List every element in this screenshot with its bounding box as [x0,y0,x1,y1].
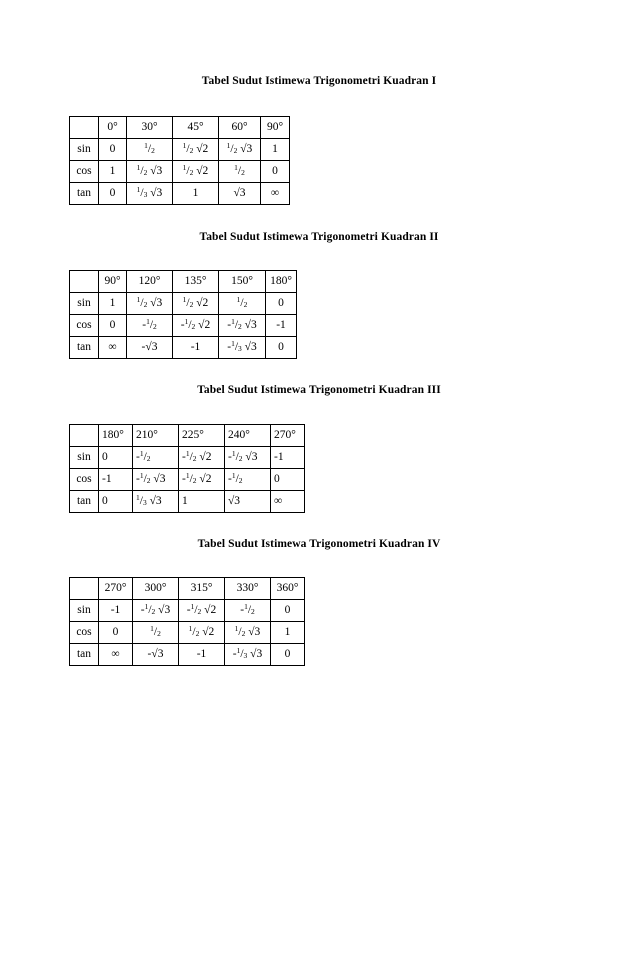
table-header-row [70,271,297,293]
row-label: tan [70,644,99,666]
trig-table-kuadran-4 [69,577,305,666]
row-label: sin [70,447,99,469]
value-cell: $^1/_2$ [133,622,179,644]
table-row-sin [70,139,290,161]
value-cell: $^1/_2$ √2 [173,293,219,315]
value-cell: $^1/_2$ [127,139,173,161]
table-row-tan [70,183,290,205]
value-cell: √3 [219,183,261,205]
angle-header: 0° [99,117,127,139]
trig-table-kuadran-1 [69,116,290,205]
angle-header: 150° [219,271,266,293]
table-row-tan [70,491,305,513]
value-cell: -1 [271,447,305,469]
table-header-row [70,117,290,139]
table-header-row [70,425,305,447]
value-cell: $^1/_3$ √3 [133,491,179,513]
table-title-kuadran-1: Tabel Sudut Istimewa Trigonometri Kuadran I [201,75,437,87]
value-cell: 0 [99,183,127,205]
value-cell: $^1/_2$ √2 [173,161,219,183]
row-label: cos [70,469,99,491]
value-cell: $-^1/_2$ [133,447,179,469]
angle-header: 180° [266,271,297,293]
table-row-cos [70,469,305,491]
value-cell: $^1/_2$ √2 [173,139,219,161]
table-title-kuadran-2: Tabel Sudut Istimewa Trigonometri Kuadran II [199,231,439,243]
value-cell: $-^1/_2$ √3 [133,469,179,491]
value-cell: $-^1/_2$ √2 [173,315,219,337]
value-cell: -1 [99,469,133,491]
value-cell: -1 [99,600,133,622]
angle-header: 240° [225,425,271,447]
value-cell: 0 [99,447,133,469]
table-title-kuadran-3: Tabel Sudut Istimewa Trigonometri Kuadran III [197,384,441,396]
value-cell: ∞ [261,183,290,205]
value-cell: $-^1/_2$ [225,469,271,491]
value-cell: 0 [99,139,127,161]
value-cell: 1 [261,139,290,161]
table-row-sin [70,447,305,469]
value-cell: √3 [225,491,271,513]
row-label: cos [70,161,99,183]
row-label: cos [70,315,99,337]
value-cell: $-^1/_2$ √2 [179,447,225,469]
table-row-tan [70,644,305,666]
value-cell: $^1/_2$ √3 [225,622,271,644]
value-cell: $-^1/_3$ √3 [219,337,266,359]
value-cell: $^1/_2$ √3 [127,293,173,315]
angle-header: 45° [173,117,219,139]
angle-header: 90° [261,117,290,139]
trig-table-kuadran-3 [69,424,305,513]
value-cell: ∞ [99,337,127,359]
value-cell: 1 [173,183,219,205]
value-cell: 1 [179,491,225,513]
table-row-cos [70,161,290,183]
row-label: sin [70,293,99,315]
value-cell: $-^1/_2$ √2 [179,469,225,491]
value-cell: 0 [99,622,133,644]
value-cell: $^1/_2$ √3 [219,139,261,161]
value-cell: -1 [179,644,225,666]
angle-header: 315° [179,578,225,600]
value-cell: $-^1/_3$ √3 [225,644,271,666]
value-cell: -√3 [127,337,173,359]
table-row-tan [70,337,297,359]
value-cell: $^1/_2$ √2 [179,622,225,644]
value-cell: $^1/_3$ √3 [127,183,173,205]
table-header-row [70,578,305,600]
value-cell: $-^1/_2$ √3 [225,447,271,469]
value-cell: $-^1/_2$ √2 [179,600,225,622]
angle-header: 270° [271,425,305,447]
angle-header: 360° [271,578,305,600]
value-cell: $-^1/_2$ [225,600,271,622]
table-title-kuadran-4: Tabel Sudut Istimewa Trigonometri Kuadran IV [197,538,441,550]
trig-table-kuadran-2 [69,270,297,359]
value-cell: 0 [271,644,305,666]
corner-cell [70,578,99,600]
value-cell: 1 [99,293,127,315]
value-cell: 0 [99,315,127,337]
row-label: tan [70,491,99,513]
value-cell: $^1/_2$ [219,161,261,183]
angle-header: 120° [127,271,173,293]
value-cell: $-^1/_2$ √3 [133,600,179,622]
row-label: sin [70,600,99,622]
value-cell: 0 [271,469,305,491]
angle-header: 90° [99,271,127,293]
angle-header: 180° [99,425,133,447]
value-cell: -1 [266,315,297,337]
corner-cell [70,271,99,293]
angle-header: 270° [99,578,133,600]
angle-header: 210° [133,425,179,447]
corner-cell [70,117,99,139]
value-cell: 0 [266,293,297,315]
value-cell: 0 [271,600,305,622]
value-cell: 0 [99,491,133,513]
value-cell: $-^1/_2$ [127,315,173,337]
value-cell: $-^1/_2$ √3 [219,315,266,337]
value-cell: $^1/_2$ √3 [127,161,173,183]
angle-header: 60° [219,117,261,139]
value-cell: 0 [266,337,297,359]
table-row-cos [70,315,297,337]
value-cell: -√3 [133,644,179,666]
angle-header: 30° [127,117,173,139]
angle-header: 330° [225,578,271,600]
value-cell: $^1/_2$ [219,293,266,315]
value-cell: 1 [271,622,305,644]
value-cell: ∞ [271,491,305,513]
row-label: tan [70,183,99,205]
corner-cell [70,425,99,447]
value-cell: 1 [99,161,127,183]
row-label: cos [70,622,99,644]
value-cell: 0 [261,161,290,183]
row-label: sin [70,139,99,161]
table-row-sin [70,293,297,315]
value-cell: -1 [173,337,219,359]
table-row-cos [70,622,305,644]
value-cell: ∞ [99,644,133,666]
angle-header: 135° [173,271,219,293]
row-label: tan [70,337,99,359]
table-row-sin [70,600,305,622]
angle-header: 225° [179,425,225,447]
angle-header: 300° [133,578,179,600]
